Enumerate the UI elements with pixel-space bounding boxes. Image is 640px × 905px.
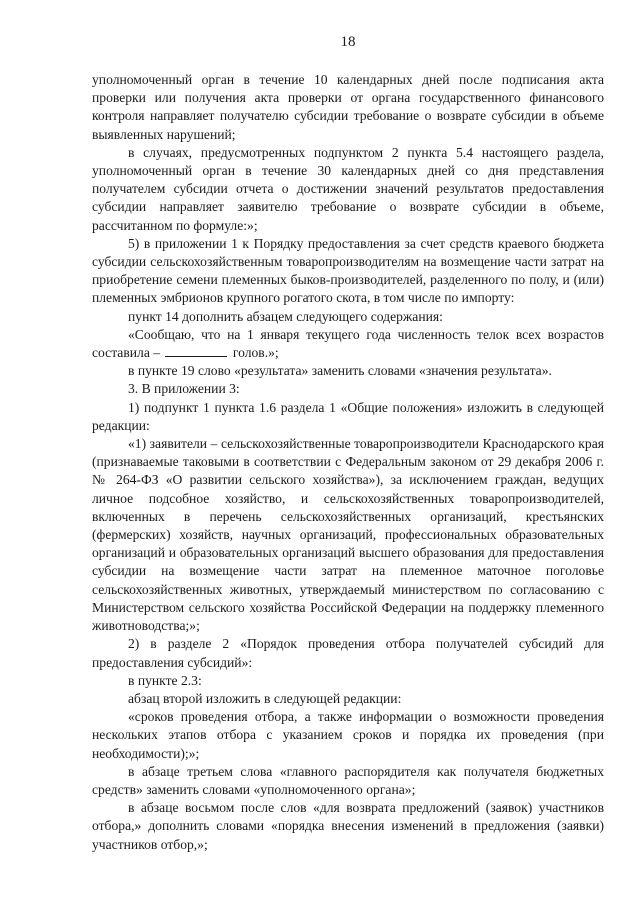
- paragraph-13: «сроков проведения отбора, а также информации о возможности проведения нескольких этапов отбора с указанием сроков и порядка их проведения (при необходимости);»;: [92, 709, 604, 761]
- paragraph-11: в пункте 2.3:: [128, 672, 202, 688]
- paragraph-15: в абзаце восьмом после слов «для возврата предложений (заявок) участников отбора,» дополнить словами «порядка внесения изменений в предложения (заявки) участников отбор,»;: [92, 800, 604, 852]
- paragraph-1: уполномоченный орган в течение 10 календарных дней после подписания акта проверки или получения акта проверки от органа государственного финансового контроля направляет получателю субсидии требование о возврате субсидии в объеме выявленных нарушений;: [92, 72, 604, 142]
- blank-line: [165, 344, 227, 357]
- paragraph-3: 5) в приложении 1 к Порядку предоставления за счет средств краевого бюджета субсидии сельскохозяйственным товаропроизводителям на возмещение части затрат на приобретение семени племенных быков-производителей, разделенного по полу, и (или) племенных эмбрионов крупного рогатого скота, в том числе по импорту:: [92, 235, 604, 306]
- paragraph-7: 3. В приложении 3:: [128, 381, 240, 397]
- paragraph-8: 1) подпункт 1 пункта 1.6 раздела 1 «Общие положения» изложить в следующей редакции:: [92, 399, 604, 433]
- paragraph-9: «1) заявители – сельскохозяйственные товаропроизводители Краснодарского края (признаваемые таковыми в соответствии с Федеральным законом от 29 декабря 2006 г. № 264-ФЗ «О развитии сельского хозяйства»), за исключением граждан, ведущих личное подсобное хозяйство, и сельскохозяйственных товаропроизводителей, включенных в перечень сельскохозяйственных организаций, крестьянских (фермерских) хозяйств, научных организаций, профессиональных образовательных организаций и образовательных организаций высшего образования для предоставления субсидии на возмещение части затрат на племенное маточное поголовье сельскохозяйственных животных, утверждаемый министерством по согласованию с Министерством сельского хозяйства Российской Федерации на поддержку племенного животноводства;»;: [92, 436, 604, 634]
- paragraph-14: в абзаце третьем слова «главного распорядителя как получателя бюджетных средств» заменить словами «уполномоченного органа»;: [92, 763, 604, 797]
- paragraph-2: в случаях, предусмотренных подпунктом 2 пункта 5.4 настоящего раздела, уполномоченный орган в течение 30 календарных дней со дня представления получателем субсидии отчета о достижении значений результатов предоставления субсидии направляет заявителю требование о возврате субсидии в объеме, рассчитанном по формуле:»;: [92, 144, 604, 233]
- paragraph-5-text: «Сообщаю, что на 1 января текущего года численность телок всех возрастов составила –: [92, 326, 604, 361]
- paragraph-5: [92, 326, 604, 362]
- page-number: 18: [340, 34, 356, 50]
- paragraph-12: абзац второй изложить в следующей редакции:: [128, 690, 402, 706]
- paragraph-6: в пункте 19 слово «результата» заменить словами «значения результата».: [128, 363, 552, 379]
- paragraph-10: 2) в разделе 2 «Порядок проведения отбора получателей субсидий для предоставления субсидий»:: [92, 636, 604, 670]
- paragraph-5-tail: голов.»;: [232, 345, 279, 361]
- paragraph-4: пункт 14 дополнить абзацем следующего содержания:: [128, 308, 443, 324]
